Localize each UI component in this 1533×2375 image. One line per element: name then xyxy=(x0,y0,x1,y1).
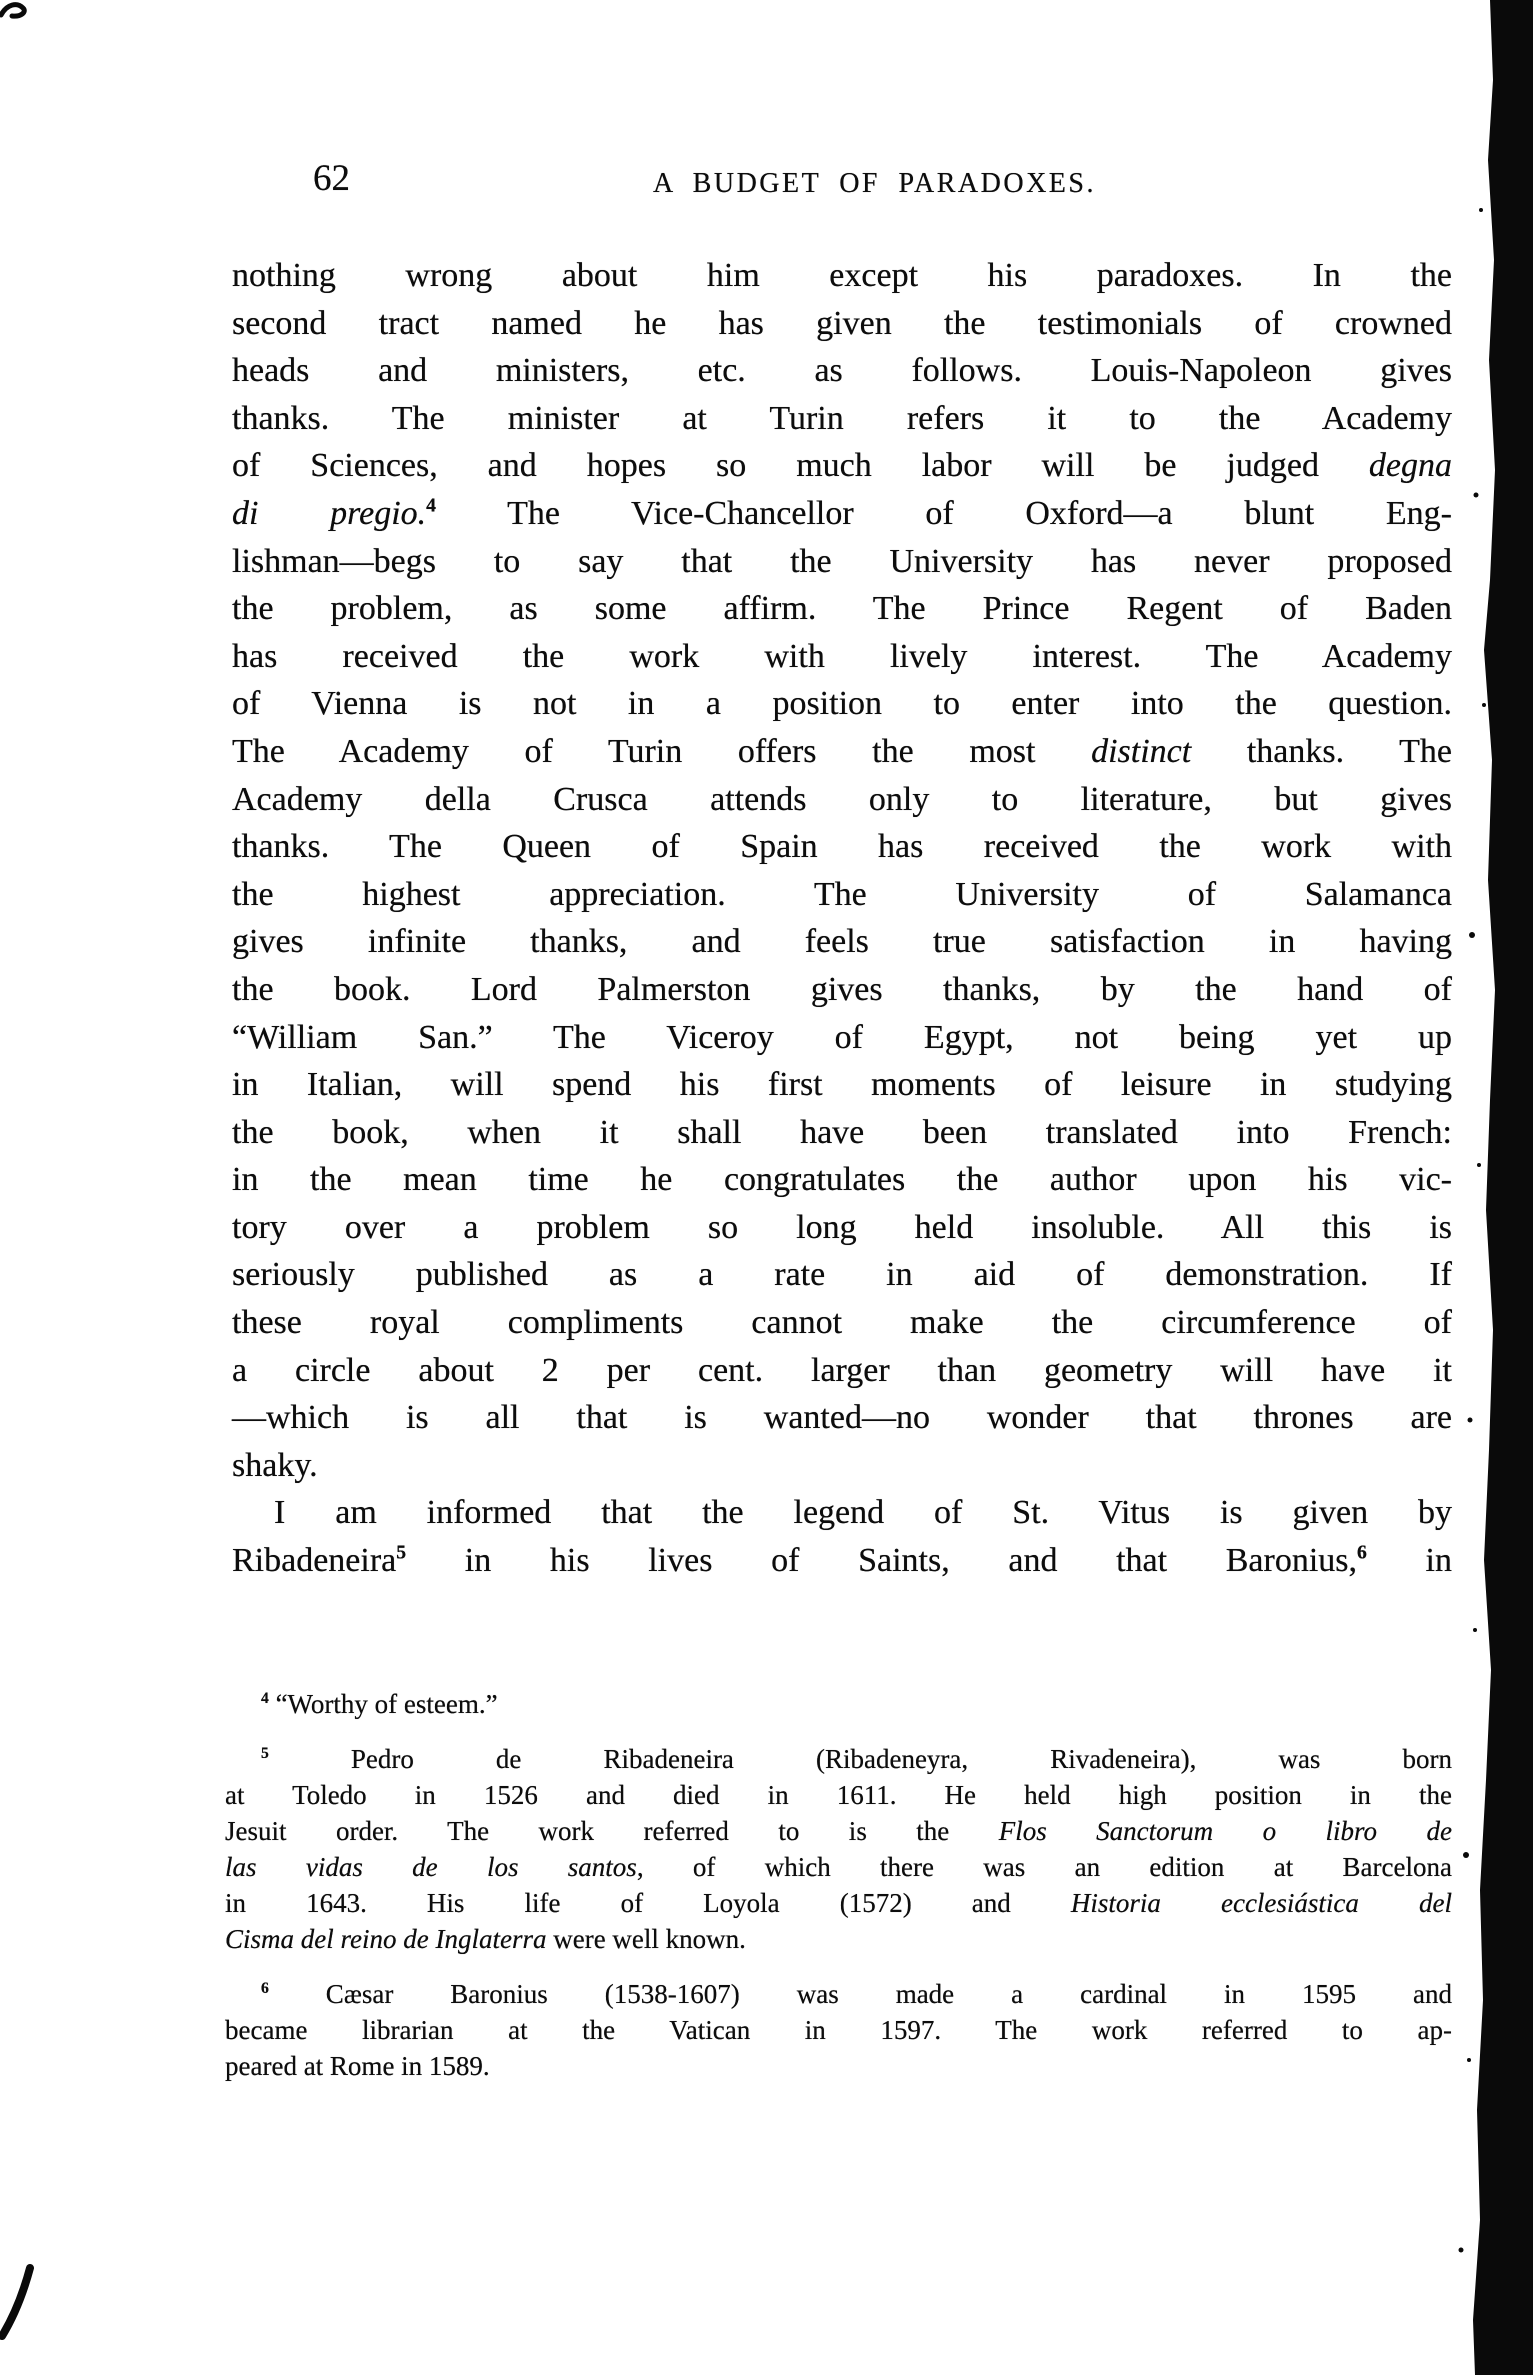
text-line: in Italian, will spend his first moments of leisure in studying xyxy=(232,1066,1452,1104)
italic-text: Cisma del reino de Inglaterra xyxy=(225,1924,547,1954)
pen-mark-bottom-left xyxy=(2,2268,30,2336)
pen-mark-top-left xyxy=(1,5,24,16)
footnote-reference: 4 xyxy=(426,494,437,517)
page-number: 62 xyxy=(313,158,350,199)
text-line: nothing wrong about him except his paradoxes. In the xyxy=(232,257,1452,294)
footnote-reference: 5 xyxy=(396,1541,407,1564)
footnote xyxy=(225,1741,1452,1957)
text-line: thanks. The Queen of Spain has received the work with xyxy=(232,828,1452,866)
text-line: the problem, as some affirm. The Prince Regent of Baden xyxy=(232,590,1452,628)
footnote-reference: 6 xyxy=(1357,1541,1367,1564)
text-line: became librarian at the Vatican in 1597. The work referred to ap- xyxy=(225,2015,1452,2045)
body-text xyxy=(232,252,1452,1585)
text-line: —which is all that is wanted—no wonder that thrones are xyxy=(232,1399,1452,1437)
text-line: of Sciences, and hopes so much labor will be judged degna xyxy=(232,447,1452,485)
text-line: the book. Lord Palmerston gives thanks, by the hand of xyxy=(232,970,1452,1008)
text-line: las vidas de los santos, of which there was an edition at Barcelona xyxy=(225,1852,1452,1882)
text-line: The Academy of Turin offers the most distinct thanks. The xyxy=(232,732,1452,770)
text-line: $^5$ Pedro de Ribadeneira (Ribadeneyra, Rivadeneira), was born xyxy=(261,1744,1452,1774)
text-line: these royal compliments cannot make the circumference of xyxy=(232,1304,1452,1342)
italic-text: las vidas de los santos xyxy=(225,1852,637,1882)
text-line: the book, when it shall have been translated into French: xyxy=(232,1113,1452,1151)
text-line: second tract named he has given the testimonials of crowned xyxy=(232,304,1452,342)
text-line: of Vienna is not in a position to enter into the question. xyxy=(232,685,1452,723)
footnote-reference: 5 xyxy=(261,1745,269,1762)
text-line: I am informed that the legend of St. Vitus is given by xyxy=(274,1494,1452,1532)
text-line: “William San.” The Viceroy of Egypt, not being yet up xyxy=(232,1018,1452,1056)
text-line: the highest appreciation. The University of Salamanca xyxy=(232,875,1452,913)
text-line: di pregio.$^4$ The Vice-Chancellor of Oxford—a blunt Eng- xyxy=(232,494,1453,532)
text-line: Academy della Crusca attends only to literature, but gives xyxy=(232,780,1452,818)
italic-text: distinct xyxy=(1091,732,1192,770)
footnote-reference: 4 xyxy=(261,1690,269,1707)
text-line: peared at Rome in 1589. xyxy=(225,2051,490,2081)
footnote xyxy=(225,1976,1452,2084)
text-line: $^6$ Cæsar Baronius (1538-1607) was made a cardinal in 1595 and xyxy=(261,1979,1452,2009)
paragraph xyxy=(232,252,1452,1489)
text-line: $^4$ “Worthy of esteem.” xyxy=(261,1689,498,1719)
text-line: heads and ministers, etc. as follows. Louis-Napoleon gives xyxy=(232,352,1452,390)
italic-text: di pregio. xyxy=(232,494,427,532)
page-edge-shadow xyxy=(1473,0,1533,2375)
footnote-reference: 6 xyxy=(261,1980,269,1997)
italic-text: Flos Sanctorum o libro de xyxy=(998,1816,1452,1846)
text-line: gives infinite thanks, and feels true satisfaction in having xyxy=(232,923,1452,961)
footnotes xyxy=(225,1686,1452,2103)
paragraph xyxy=(232,1489,1452,1584)
text-line: tory over a problem so long held insoluble. All this is xyxy=(232,1208,1452,1246)
text-line: has received the work with lively interest. The Academy xyxy=(232,637,1452,675)
edge-specks xyxy=(1459,208,1487,2253)
text-line: in 1643. His life of Loyola (1572) and Historia ecclesiástica del xyxy=(225,1888,1452,1918)
italic-text: degna xyxy=(1368,447,1452,485)
text-line: lishman—begs to say that the University has never proposed xyxy=(232,542,1452,580)
italic-text: Historia ecclesiástica del xyxy=(1070,1888,1452,1918)
text-line: Jesuit order. The work referred to is the Flos Sanctorum o libro de xyxy=(225,1816,1452,1846)
running-title: A BUDGET OF PARADOXES. xyxy=(653,168,1096,199)
text-line: at Toledo in 1526 and died in 1611. He held high position in the xyxy=(225,1780,1452,1810)
footnote xyxy=(225,1686,1452,1722)
text-line: in the mean time he congratulates the author upon his vic- xyxy=(232,1161,1452,1199)
text-line: Cisma del reino de Inglaterra were well known. xyxy=(225,1924,746,1954)
text-line: thanks. The minister at Turin refers it to the Academy xyxy=(232,399,1452,437)
text-line: shaky. xyxy=(232,1446,318,1484)
text-line: a circle about 2 per cent. larger than geometry will have it xyxy=(232,1351,1452,1389)
text-line: Ribadeneira$^5$ in his lives of Saints, and that Baronius,$^6$ in xyxy=(232,1541,1452,1580)
text-line: seriously published as a rate in aid of demonstration. If xyxy=(232,1256,1452,1294)
